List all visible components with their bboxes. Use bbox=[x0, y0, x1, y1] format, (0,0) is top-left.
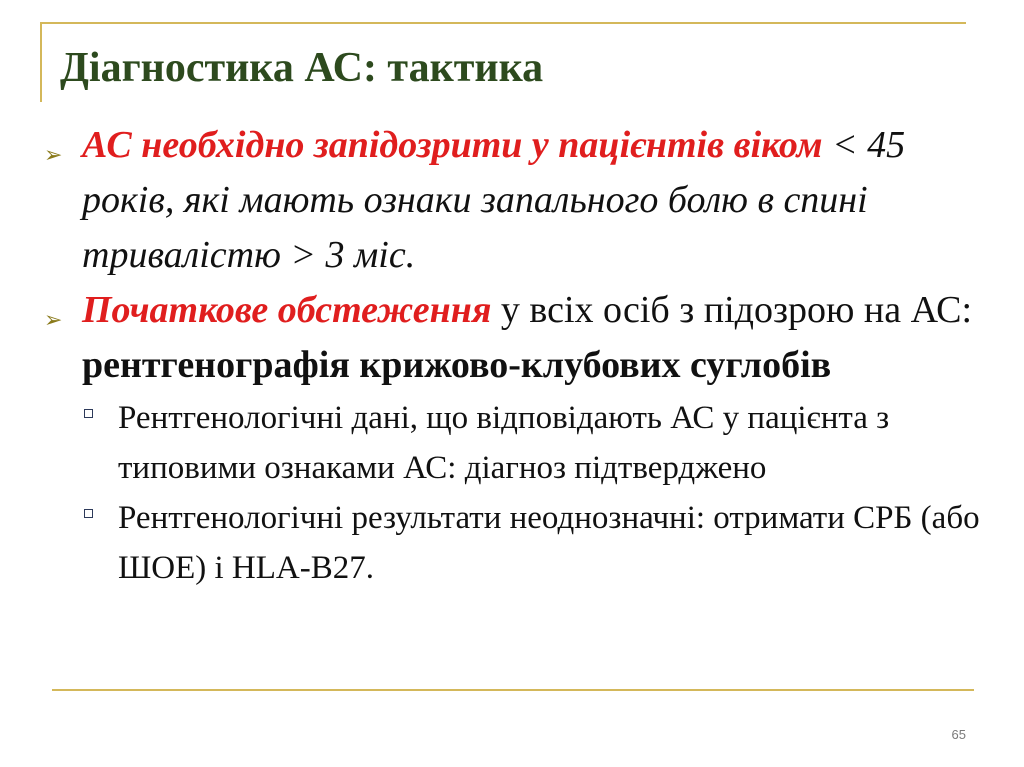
sub-bullet-item bbox=[44, 493, 994, 593]
bullet-text-continuation: у всіх осіб з підозрою на АС: bbox=[491, 289, 973, 331]
slide-title: Діагностика АС: тактика bbox=[60, 45, 544, 91]
sub-bullet-text: Рентгенологічні дані, що відповідають АС у пацієнта з типовими ознаками АС: діагноз підтверджено bbox=[118, 400, 890, 486]
bullet-item bbox=[44, 118, 994, 283]
sub-bullet-text: Рентгенологічні результати неоднозначні: отримати СРБ (або ШОЕ) і HLA-B27. bbox=[118, 500, 980, 586]
bold-text: рентгенографія крижово-клубових суглобів bbox=[82, 344, 832, 386]
slide-frame-left-rule bbox=[40, 22, 42, 102]
emphasis-text: Початкове обстеження bbox=[82, 289, 492, 331]
arrow-bullet-icon: ➢ bbox=[44, 143, 63, 168]
bullet-item bbox=[44, 283, 994, 393]
square-bullet-icon bbox=[84, 409, 93, 418]
slide-frame-top-rule bbox=[40, 22, 966, 24]
square-bullet-icon bbox=[84, 509, 93, 518]
bullet-text bbox=[82, 118, 994, 283]
arrow-bullet-icon: ➢ bbox=[44, 308, 63, 333]
emphasis-text: АС необхідно запідозрити у пацієнтів віком bbox=[82, 124, 823, 166]
sub-bullet-item bbox=[44, 393, 994, 493]
slide-content bbox=[44, 118, 994, 593]
bullet-text-continuation: < 45 років, які мають ознаки запального болю в спині тривалістю > 3 міс. bbox=[82, 124, 906, 276]
slide-bottom-rule bbox=[52, 689, 974, 691]
bullet-text bbox=[82, 283, 994, 393]
page-number: 65 bbox=[951, 727, 966, 742]
